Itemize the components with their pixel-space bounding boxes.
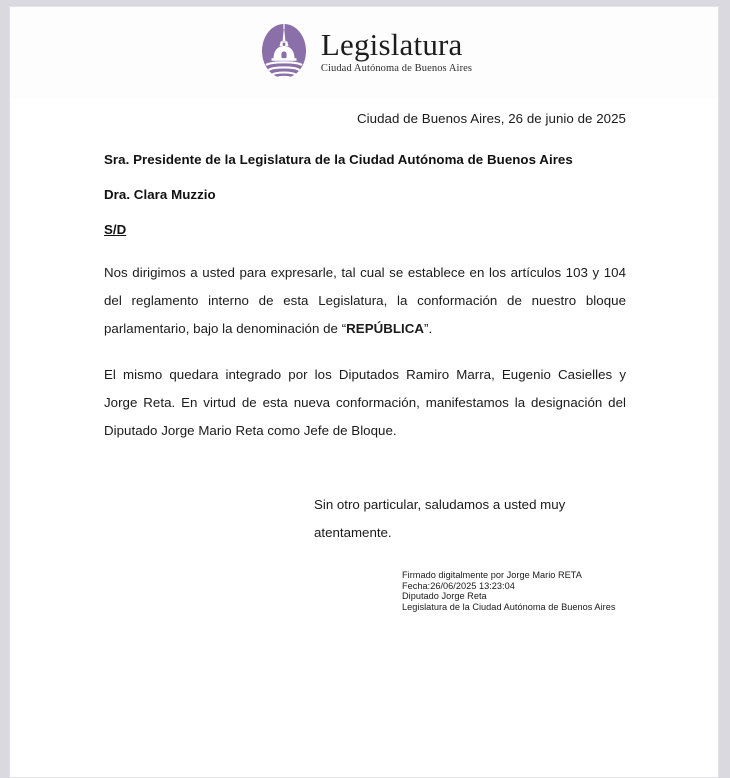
- logo-subtitle: Ciudad Autónoma de Buenos Aires: [320, 62, 473, 74]
- paragraph-1-text-after: ”.: [424, 321, 433, 336]
- digital-signature-block: [402, 570, 652, 612]
- logo-title: Legislatura: [320, 26, 463, 62]
- closing-line: Sin otro particular, saludamos a usted muy atentamente.: [314, 497, 566, 540]
- paragraph-1: [104, 259, 626, 343]
- addressee-line-2: Dra. Clara Muzzio: [104, 187, 216, 202]
- paragraph-2-text: El mismo quedara integrado por los Diputados Ramiro Marra, Eugenio Casielles y Jorge Reta. En virtud de esta nueva conformación, manifestamos la designación del Diputado Jorge Mario Reta como Jefe de Bloque.: [104, 367, 626, 438]
- paragraph-1-emphasis: REPÚBLICA: [346, 321, 425, 336]
- signature-date: Fecha:26/06/2025 13:23:04: [402, 580, 515, 591]
- date-line: Ciudad de Buenos Aires, 26 de junio de 2025: [356, 111, 626, 126]
- signature-role: Diputado Jorge Reta: [402, 591, 487, 602]
- addressee-sd: S/D: [104, 222, 127, 237]
- legislatura-dome-emblem-icon: [256, 21, 312, 81]
- paragraph-2: [104, 361, 626, 445]
- addressee-line-1: Sra. Presidente de la Legislatura de la Ciudad Autónoma de Buenos Aires: [104, 152, 573, 167]
- document-page: [9, 6, 719, 778]
- letter-body: [104, 111, 626, 547]
- logo-text: [321, 28, 472, 75]
- logo-lockup: [10, 21, 718, 81]
- letterhead: [10, 7, 718, 99]
- paragraph-1-text-before: Nos dirigimos a usted para expresarle, tal cual se establece en los artículos 103 y 104 del reglamento interno de esta Legislatura, la conformación de nuestro bloque parlamentario, bajo la denominación de “: [104, 265, 626, 336]
- signature-signer: Firmado digitalmente por Jorge Mario RETA: [402, 570, 582, 580]
- signature-institution: Legislatura de la Ciudad Autónoma de Buenos Aires: [402, 601, 616, 612]
